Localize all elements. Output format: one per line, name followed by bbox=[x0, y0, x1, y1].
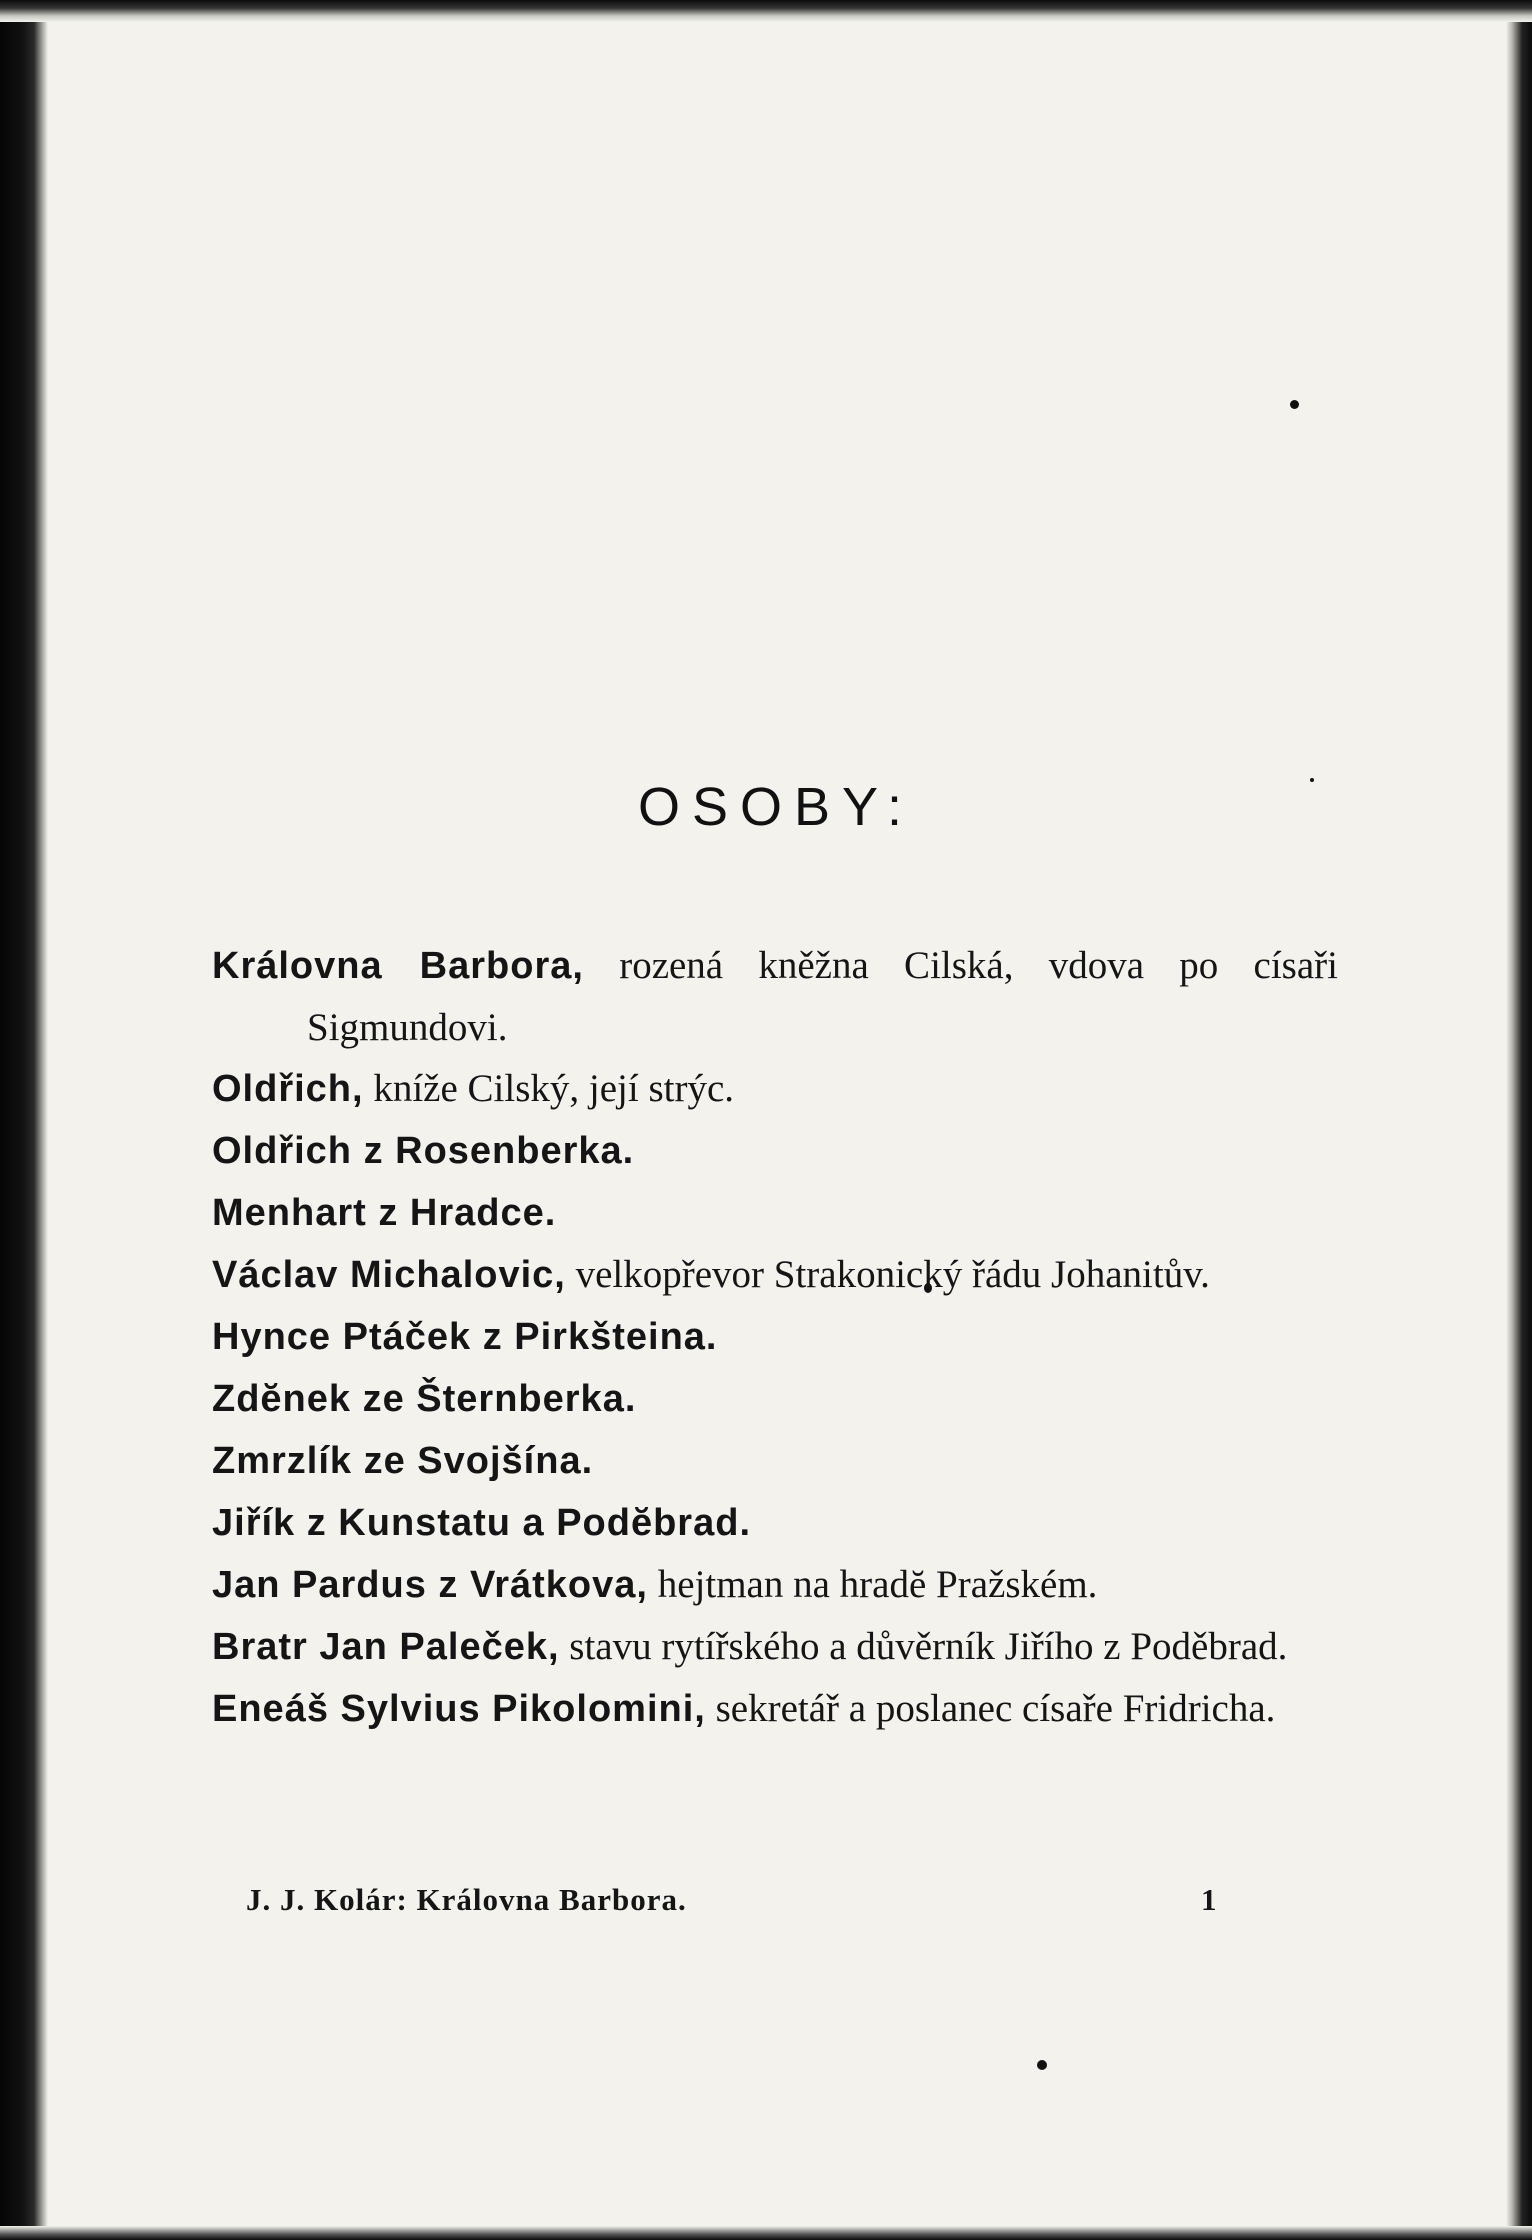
cast-entry bbox=[212, 1368, 1338, 1430]
character-name: Zdĕnek ze Šternberka. bbox=[212, 1378, 637, 1420]
character-name: Hynce Ptáček z Pirkšteina. bbox=[212, 1316, 718, 1358]
cast-entry bbox=[212, 1306, 1338, 1368]
cast-entry bbox=[212, 1120, 1338, 1182]
character-description: velkopřevor Strakonický řádu Johanitův. bbox=[565, 1253, 1210, 1296]
binding-edge-left bbox=[0, 0, 48, 2240]
page-footer bbox=[246, 1882, 1246, 1918]
page-edge-top bbox=[0, 0, 1532, 22]
character-name: Zmrzlík ze Svojšína. bbox=[212, 1440, 594, 1482]
character-name: Václav Michalovic, bbox=[212, 1254, 566, 1296]
character-description: hejtman na hradĕ Pražském. bbox=[647, 1563, 1098, 1606]
character-name: Královna Barbora, bbox=[212, 945, 584, 987]
page-edge-right bbox=[1506, 0, 1532, 2240]
scan-speck bbox=[1290, 400, 1299, 409]
cast-entry bbox=[212, 1182, 1338, 1244]
cast-entry bbox=[212, 1616, 1338, 1678]
page-title: OSOBY: bbox=[637, 777, 915, 837]
cast-entry bbox=[212, 1492, 1338, 1554]
character-description: sekretář a poslanec císaře Fridricha. bbox=[705, 1687, 1276, 1730]
footer-signature: J. J. Kolár: Královna Barbora. bbox=[246, 1882, 687, 1917]
cast-entry bbox=[212, 935, 1338, 1058]
cast-entry bbox=[212, 1430, 1338, 1492]
character-name: Menhart z Hradce. bbox=[212, 1192, 557, 1234]
page-number: 1 bbox=[1201, 1882, 1218, 1917]
character-name: Oldřich z Rosenberka. bbox=[212, 1130, 635, 1172]
character-name: Bratr Jan Paleček, bbox=[212, 1626, 560, 1668]
character-name: Eneáš Sylvius Pikolomini, bbox=[212, 1688, 706, 1730]
character-name: Jiřík z Kunstatu a Podĕbrad. bbox=[212, 1502, 751, 1544]
page-edge-bottom bbox=[0, 2226, 1532, 2240]
scan-speck bbox=[1037, 2060, 1047, 2070]
character-name: Jan Pardus z Vrátkova, bbox=[212, 1564, 648, 1606]
cast-entry bbox=[212, 1678, 1338, 1740]
cast-entry bbox=[212, 1554, 1338, 1616]
character-description: rozená kněžna Cilská, vdova po císaři Sigmundovi. bbox=[307, 944, 1338, 1049]
character-name: Oldřich, bbox=[212, 1068, 364, 1110]
cast-entry bbox=[212, 1058, 1338, 1120]
cast-list bbox=[212, 935, 1338, 1740]
character-description: stavu rytířského a důvěrník Jiřího z Poděbrad. bbox=[559, 1625, 1288, 1668]
cast-entry bbox=[212, 1244, 1338, 1306]
character-description: kníže Cilský, její strýc. bbox=[363, 1067, 735, 1110]
